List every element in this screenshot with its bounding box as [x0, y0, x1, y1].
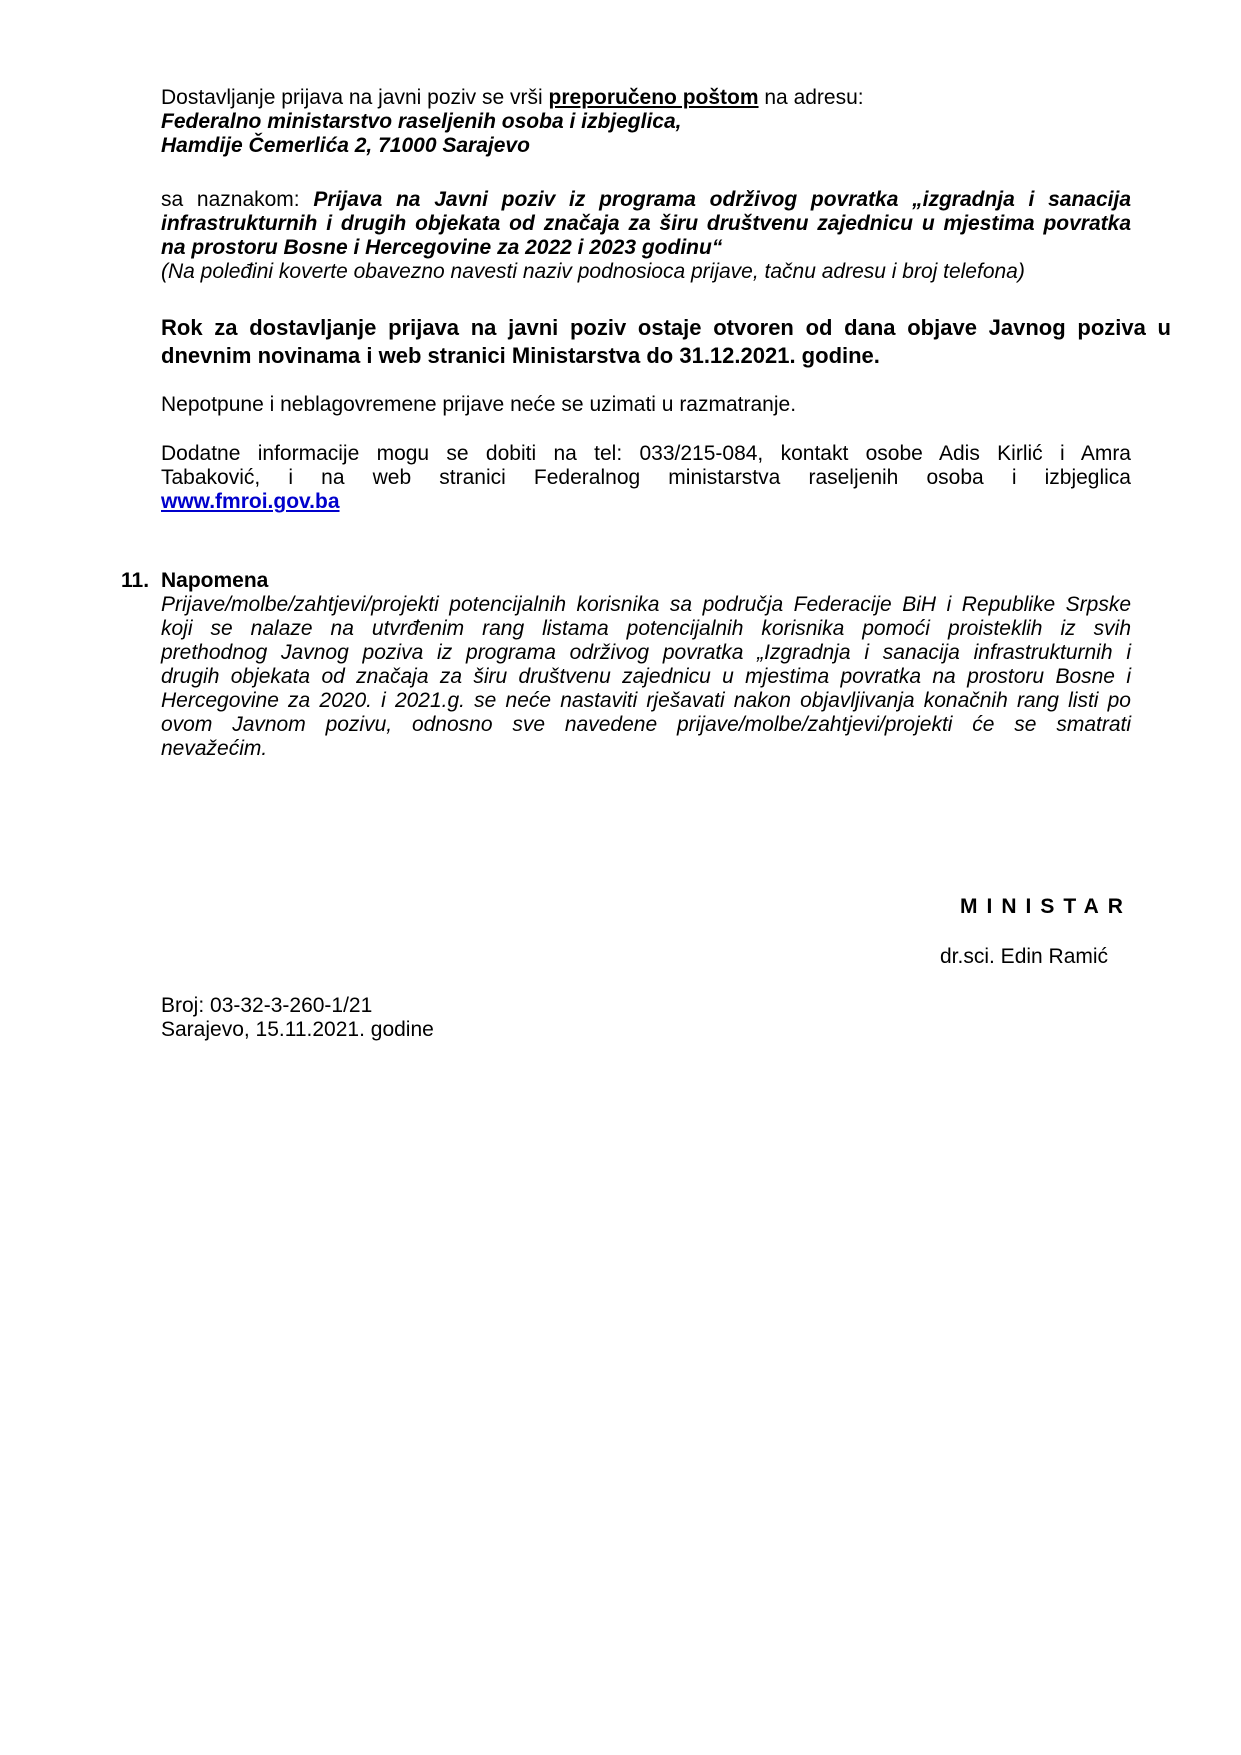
delivery-method-emphasis: preporučeno poštom [548, 86, 759, 109]
deadline-paragraph [161, 314, 1171, 370]
contact-line-3 [161, 490, 1131, 514]
delivery-intro-after: na adresu: [764, 86, 864, 109]
signature-title: MINISTAR [960, 895, 1132, 918]
marking-prefix: sa naznakom: [161, 188, 300, 211]
contact-paragraph [161, 442, 1131, 514]
section-napomena [161, 569, 1131, 761]
contact-line-2: Tabaković, i na web stranici Federalnog ministarstva raseljenih osoba i izbjeglica [161, 466, 1131, 489]
section-title: Napomena [161, 569, 269, 592]
envelope-note: (Na poleđini koverte obavezno navesti naziv podnosioca prijave, tačnu adresu i broj telefona) [161, 260, 1025, 283]
napomena-line-2: koji se nalaze na utvrđenim rang listama potencijalnih korisnika pomoći proisteklih iz svih [161, 617, 1131, 640]
napomena-line-1: Prijave/molbe/zahtjevi/projekti potencijalnih korisnika sa područja Federacije BiH i Republike Srpske [161, 593, 1131, 616]
reference-block [161, 994, 1131, 1042]
napomena-line-6: ovom Javnom pozivu, odnosno sve navedene prijave/molbe/zahtjevi/projekti će se smatrati [161, 713, 1131, 736]
marking-line-2: infrastrukturnih i drugih objekata od značaja za širu društvenu zajednicu u mjestima povratka [161, 212, 1131, 235]
napomena-line-3: prethodnog Javnog poziva iz programa održivog povratka „Izgradnja i sanacija infrastrukturnih i [161, 641, 1131, 664]
delivery-paragraph [161, 86, 1131, 158]
reference-number: Broj: 03-32-3-260-1/21 [161, 994, 373, 1017]
section-number: 11. [121, 569, 150, 592]
napomena-line-5: Hercegovine za 2020. i 2021.g. se neće nastaviti rješavati nakon objavljivanja konačnih rang listi po [161, 689, 1131, 712]
signature-name: dr.sci. Edin Ramić [940, 945, 1109, 968]
delivery-intro-line [161, 86, 1131, 110]
incomplete-applications-note: Nepotpune i neblagovremene prijave neće se uzimati u razmatranje. [161, 393, 797, 416]
napomena-line-7: nevažećim. [161, 737, 268, 760]
napomena-line-4: drugih objekata od značaja za širu društvenu zajednicu u mjestima povratka na prostoru Bosne i [161, 665, 1131, 688]
deadline-line-1: Rok za dostavljanje prijava na javni poziv ostaje otvoren od dana objave Javnog poziva u [161, 315, 1171, 340]
marking-line-1 [161, 188, 1131, 212]
contact-line-1: Dodatne informacije mogu se dobiti na tel: 033/215-084, kontakt osobe Adis Kirlić i Amra [161, 442, 1131, 465]
reference-place-date: Sarajevo, 15.11.2021. godine [161, 1018, 434, 1041]
ministry-website-link[interactable]: www.fmroi.gov.ba [161, 490, 340, 513]
deadline-line-2: dnevnim novinama i web stranici Ministarstva do 31.12.2021. godine. [161, 343, 880, 368]
marking-subject-start: Prijava na Javni poziv iz programa održivog povratka „izgradnja i sanacija [313, 188, 1131, 211]
address-line-ministry: Federalno ministarstvo raseljenih osoba i izbjeglica, [161, 110, 682, 133]
marking-paragraph [161, 188, 1131, 284]
marking-line-3: na prostoru Bosne i Hercegovine za 2022 i 2023 godinu“ [161, 236, 723, 259]
address-line-street: Hamdije Čemerlića 2, 71000 Sarajevo [161, 134, 530, 157]
delivery-intro-before: Dostavljanje prijava na javni poziv se vrši [161, 86, 543, 109]
